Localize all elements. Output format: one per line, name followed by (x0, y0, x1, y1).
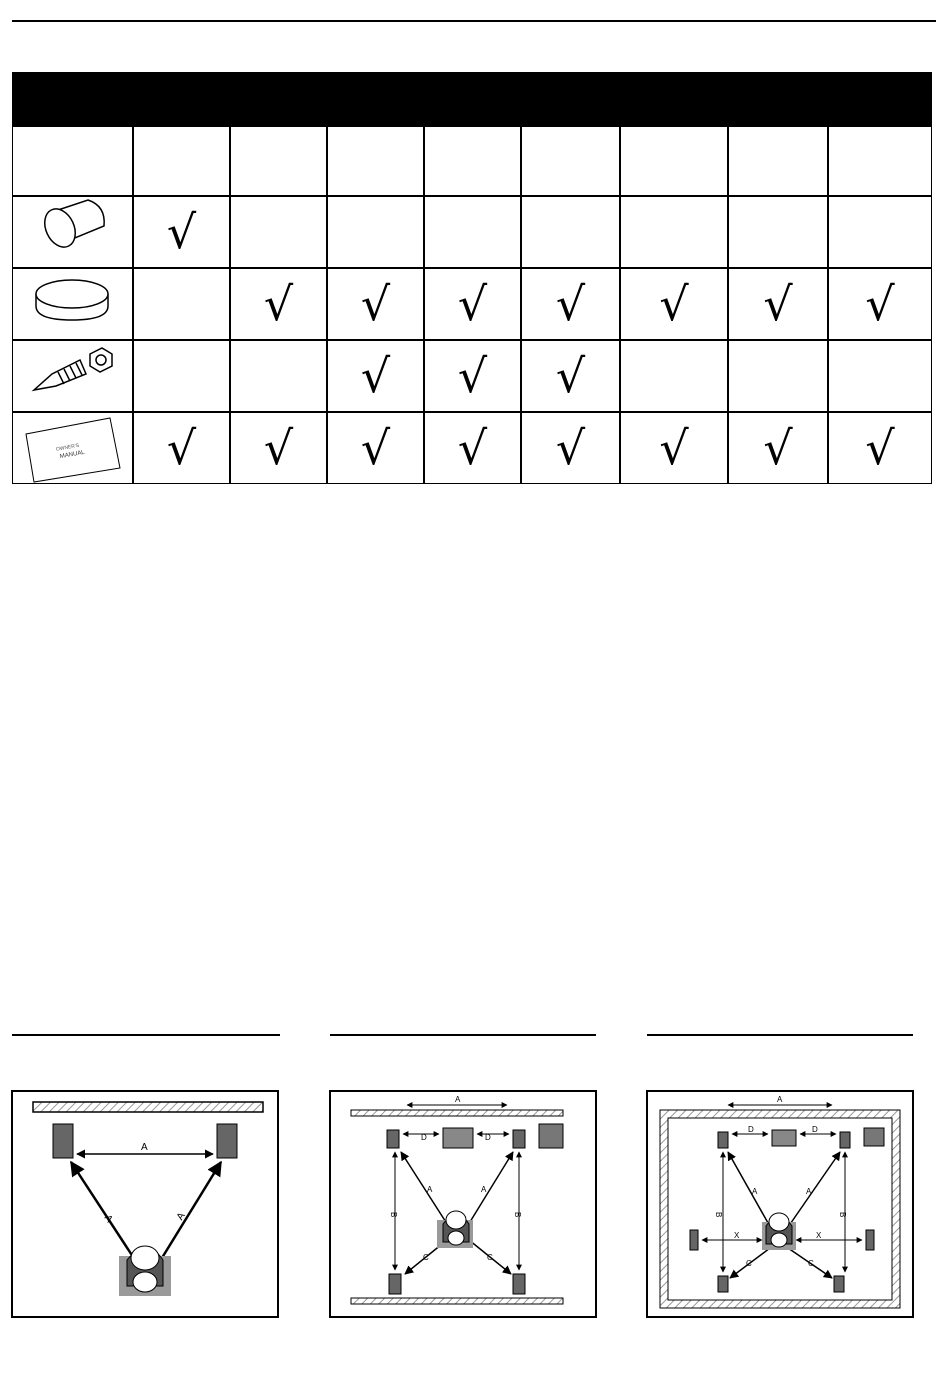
distance-label-a: A (777, 1095, 783, 1104)
table-header-bar (12, 72, 932, 126)
front-right-speaker (840, 1132, 850, 1148)
check-mark: √ (763, 277, 793, 331)
front-left-speaker (718, 1132, 728, 1148)
distance-label-d-right: D (812, 1125, 818, 1134)
check-mark: √ (457, 349, 488, 403)
rubber-pad-icon (36, 280, 108, 320)
rear-right-speaker (834, 1276, 844, 1292)
distance-label-c-left: C (423, 1253, 429, 1262)
front-left-speaker (387, 1130, 399, 1148)
section-rule-seven-one (647, 1034, 913, 1036)
rear-left-speaker (389, 1274, 401, 1294)
distance-label-a-right: A (174, 1210, 188, 1223)
spike-and-nut-icon (34, 348, 112, 390)
check-mark: √ (555, 277, 586, 331)
check-mark: √ (555, 421, 586, 475)
rubber-foot-icon (39, 200, 104, 252)
right-speaker (217, 1124, 237, 1158)
side-right-speaker (866, 1230, 874, 1250)
check-mark: √ (555, 349, 586, 403)
rear-right-speaker (513, 1274, 525, 1294)
distance-label-b-right: B (513, 1212, 522, 1218)
five-one-placement-diagram (329, 1090, 597, 1318)
manual-cover-line2: MANUAL (59, 449, 86, 461)
left-speaker (53, 1124, 73, 1158)
distance-label-a-right: A (806, 1187, 812, 1196)
distance-label-b-left: B (714, 1212, 723, 1218)
distance-label-a-left: A (101, 1212, 115, 1225)
check-mark: √ (360, 277, 391, 331)
seven-one-placement-diagram (646, 1090, 914, 1318)
check-mark: √ (659, 277, 689, 331)
manual-icon (26, 418, 120, 482)
rear-wall (351, 1298, 563, 1304)
distance-label-a-right: A (481, 1185, 487, 1194)
distance-label-a-left: A (752, 1187, 758, 1196)
distance-label-d-left: D (421, 1133, 427, 1142)
check-mark: √ (360, 349, 391, 403)
section-rule-five-one (330, 1034, 596, 1036)
distance-label-c-right: C (808, 1259, 814, 1268)
subwoofer (864, 1128, 884, 1146)
front-wall (33, 1102, 263, 1112)
center-speaker (772, 1130, 796, 1146)
check-mark: √ (659, 421, 689, 475)
front-wall (351, 1110, 563, 1116)
distance-label-a: A (455, 1095, 461, 1104)
check-mark: √ (457, 277, 488, 331)
check-mark: √ (865, 277, 895, 331)
stereo-placement-diagram (11, 1090, 279, 1318)
check-mark: √ (263, 277, 294, 331)
distance-label-c-right: C (487, 1253, 493, 1262)
rear-left-speaker (718, 1276, 728, 1292)
distance-label-b-left: B (389, 1212, 398, 1218)
side-left-speaker (690, 1230, 698, 1250)
center-speaker (443, 1128, 473, 1148)
distance-label-c-left: C (746, 1259, 752, 1268)
check-mark: √ (865, 421, 895, 475)
check-mark: √ (166, 421, 197, 475)
front-right-speaker (513, 1130, 525, 1148)
accessories-table (12, 72, 932, 484)
distance-label-b-right: B (838, 1212, 847, 1218)
check-mark: √ (166, 205, 197, 259)
distance-label-x-right: X (816, 1231, 822, 1240)
distance-label-a-top: A (141, 1142, 148, 1153)
distance-label-a-left: A (427, 1185, 433, 1194)
manual-cover-line1: OWNER'S (55, 442, 80, 453)
check-mark: √ (763, 421, 793, 475)
section-rule-stereo (12, 1034, 280, 1036)
subwoofer (539, 1124, 563, 1148)
distance-label-x-left: X (734, 1231, 740, 1240)
distance-label-d-right: D (485, 1133, 491, 1142)
check-mark: √ (457, 421, 488, 475)
distance-label-d-left: D (748, 1125, 754, 1134)
check-mark: √ (263, 421, 294, 475)
check-mark: √ (360, 421, 391, 475)
top-rule (12, 20, 936, 22)
